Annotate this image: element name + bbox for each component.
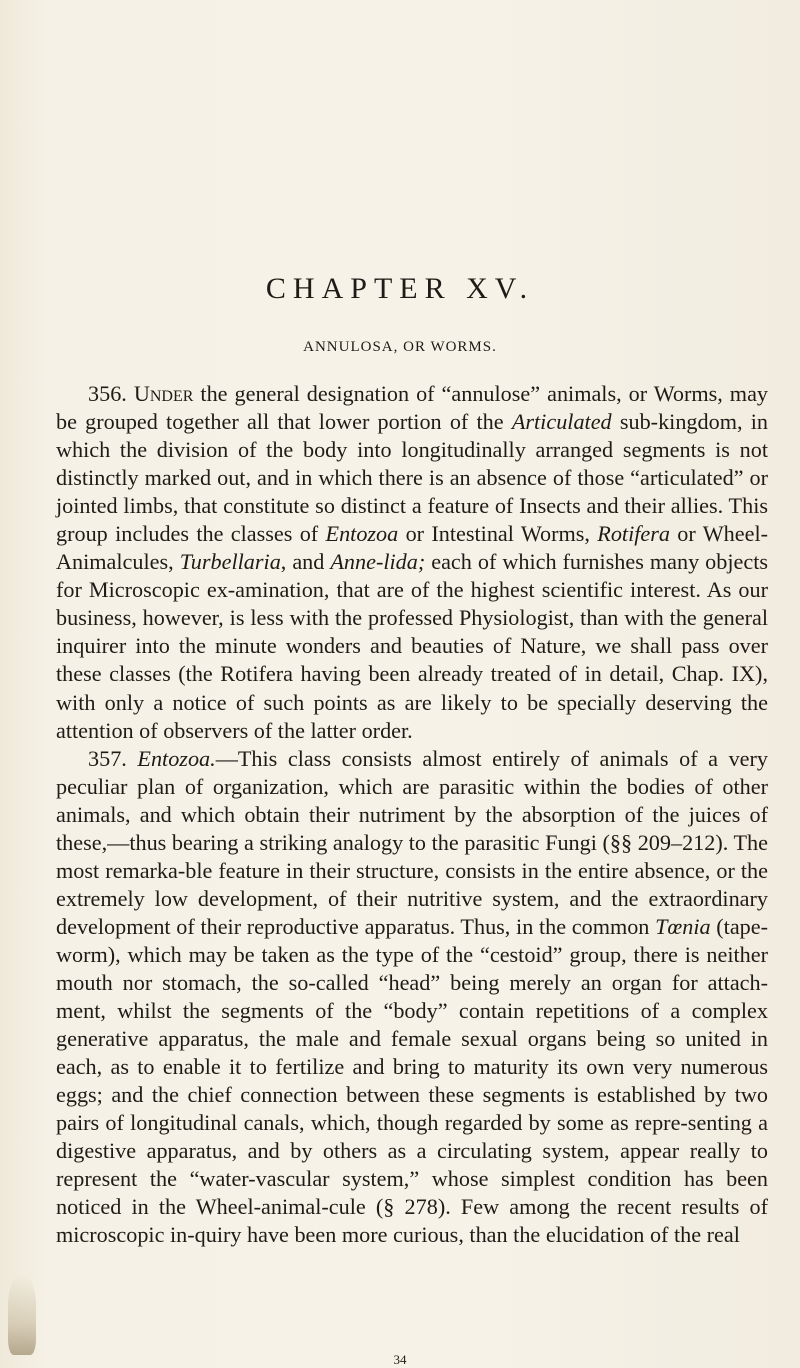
- italic-term: Turbellaria: [179, 549, 281, 575]
- text-run: each of which furnishes many objects for Microscopic ex-amination, that are of the highest scientific interest. As our business, however, is less with the professed Physiologist, than with the general inquirer into the minute wonders and beauties of Nature, we shall pass over these classes (the Rotifera having been already treated of in detail, Chap. IX), with only a notice of such points as are likely to be specially deserving the attention of observers of the latter order.: [56, 549, 768, 743]
- italic-term: Entozoa: [325, 521, 399, 547]
- italic-term: Articulated: [511, 409, 612, 435]
- italic-term: Tœnia: [655, 913, 711, 939]
- paper-stain: [8, 1275, 36, 1355]
- page-number: 34: [393, 1352, 407, 1367]
- text-run: —This class consists almost entirely of animals of a very peculiar plan of organization, which are parasitic within the bodies of other animals, and which obtain their nutriment by the absorption of the juices of these,—thus bearing a striking analogy to the parasitic Fungi (§§ 209–212). The most remarka-ble feature in their structure, consists in the entire absence, or the extremely low development, of their nutritive system, and the extraordinary development of their reproductive apparatus. Thus, in the common: [56, 745, 768, 939]
- paragraph-356: [56, 380, 768, 745]
- lead-word: Under: [133, 381, 194, 406]
- chapter-subtitle: ANNULOSA, OR WORMS.: [303, 339, 497, 355]
- body-text: [56, 380, 768, 1249]
- paragraph-357: [56, 745, 768, 1250]
- section-number: 356.: [88, 381, 134, 406]
- text-run: (tape-worm), which may be taken as the type of the “cestoid” group, there is neither mouth nor stomach, the so-called “head” being merely an organ for attach-ment, whilst the segments of the “body” contain repetitions of a complex generative apparatus, the male and female sexual organs being so united in each, as to enable it to fertilize and bring to maturity its own very numerous eggs; and the chief connection between these segments is established by two pairs of longitudinal canals, which, though regarded by some as repre-senting a digestive apparatus, and by others as a circulating system, appear really to represent the “water-vascular system,” whose simplest condition has been noticed in the Wheel-animal-cule (§ 278). Few among the recent results of microscopic in-quiry have been more curious, than the elucidation of the real: [56, 913, 769, 1248]
- text-run: or Intestinal Worms,: [398, 521, 598, 547]
- section-number: 357.: [88, 745, 138, 771]
- italic-term: Rotifera: [597, 521, 670, 547]
- text-run: the general designation of “annulose” animals, or Worms, may be grouped together all that lower portion of the: [56, 381, 769, 435]
- chapter-title: CHAPTER XV.: [265, 272, 535, 305]
- text-run: or Wheel-Animalcules,: [56, 521, 768, 575]
- text-run: sub-kingdom, in which the division of the body into longitudinally arranged segments is not distinctly marked out, and in which there is an absence of those “articulated” or jointed limbs, that constitute so distinct a feature of Insects and their allies. This group includes the classes of: [56, 409, 768, 547]
- italic-term: Anne-lida;: [330, 549, 426, 575]
- italic-term: Entozoa.: [137, 745, 216, 771]
- text-run: , and: [280, 549, 331, 575]
